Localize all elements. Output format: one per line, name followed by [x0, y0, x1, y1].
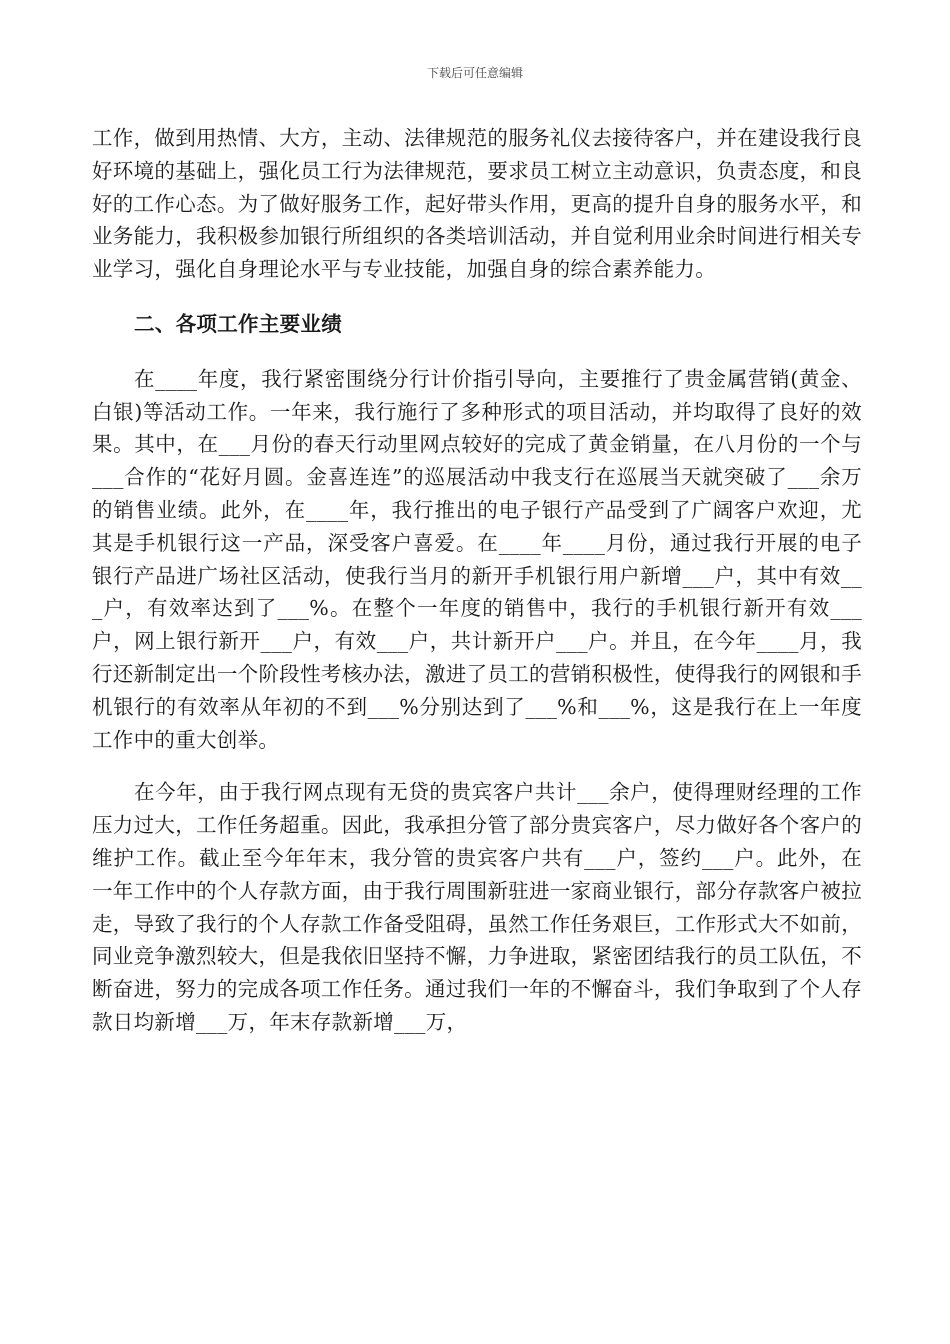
spacer [92, 341, 862, 363]
spacer [92, 756, 862, 776]
paragraph-achievements: 在____年度，我行紧密围绕分行计价指引导向，主要推行了贵金属营销(黄金、白银)等活动工作。一年来，我行施行了多种形式的项目活动，并均取得了良好的效果。其中，在___月份的春天行动里网点较好的完成了黄金销量，在八月份的一个与___合作的“花好月圆。金喜连连”的巡展活动中我支行在巡展当天就突破了___余万的销售业绩。此外，在____年，我行推出的电子银行产品受到了广阔客户欢迎，尤其是手机银行这一产品，深受客户喜爱。在____年____月份，通过我行开展的电子银行产品进广场社区活动，使我行当月的新开手机银行用户新增___户，其中有效___户，有效率达到了___%。在整个一年度的销售中，我行的手机银行新开有效___户，网上银行新开___户，有效___户，共计新开户___户。并且，在今年____月，我行还新制定出一个阶段性考核办法，激进了员工的营销积极性，使得我行的网银和手机银行的有效率从年初的不到___%分别达到了___%和___%，这是我行在上一年度工作中的重大创举。 [92, 366, 862, 752]
paragraph-vip-clients: 在今年，由于我行网点现有无贷的贵宾客户共计___余户，使得理财经理的工作压力过大，工作任务超重。因此，我承担分管了部分贵宾客户，尽力做好各个客户的维护工作。截止至今年年末，我分管的贵宾客户共有___户，签约___户。此外，在一年工作中的个人存款方面，由于我行周围新驻进一家商业银行，部分存款客户被拉走，导致了我行的个人存款工作备受阻碍，虽然工作任务艰巨，工作形式大不如前，同业竞争激烈较大，但是我依旧坚持不懈，力争进取，紧密团结我行的员工队伍，不断奋进，努力的完成各项工作任务。通过我们一年的不懈奋斗，我们争取到了个人存款日均新增___万，年末存款新增___万， [92, 780, 862, 1034]
spacer [92, 286, 862, 308]
document-body [92, 122, 862, 1039]
page-header: 下载后可任意编辑 [426, 66, 523, 80]
paragraph-service-work: 工作，做到用热情、大方，主动、法律规范的服务礼仪去接待客户，并在建设我行良好环境的基础上，强化员工行为法律规范，要求员工树立主动意识，负责态度，和良好的工作心态。为了做好服务工作，起好带头作用，更高的提升自身的服务水平，和业务能力，我积极参加银行所组织的各类培训活动，并自觉利用业余时间进行相关专业学习，强化自身理论水平与专业技能，加强自身的综合素养能力。 [92, 126, 862, 282]
section-heading: 二、各项工作主要业绩 [134, 311, 342, 336]
